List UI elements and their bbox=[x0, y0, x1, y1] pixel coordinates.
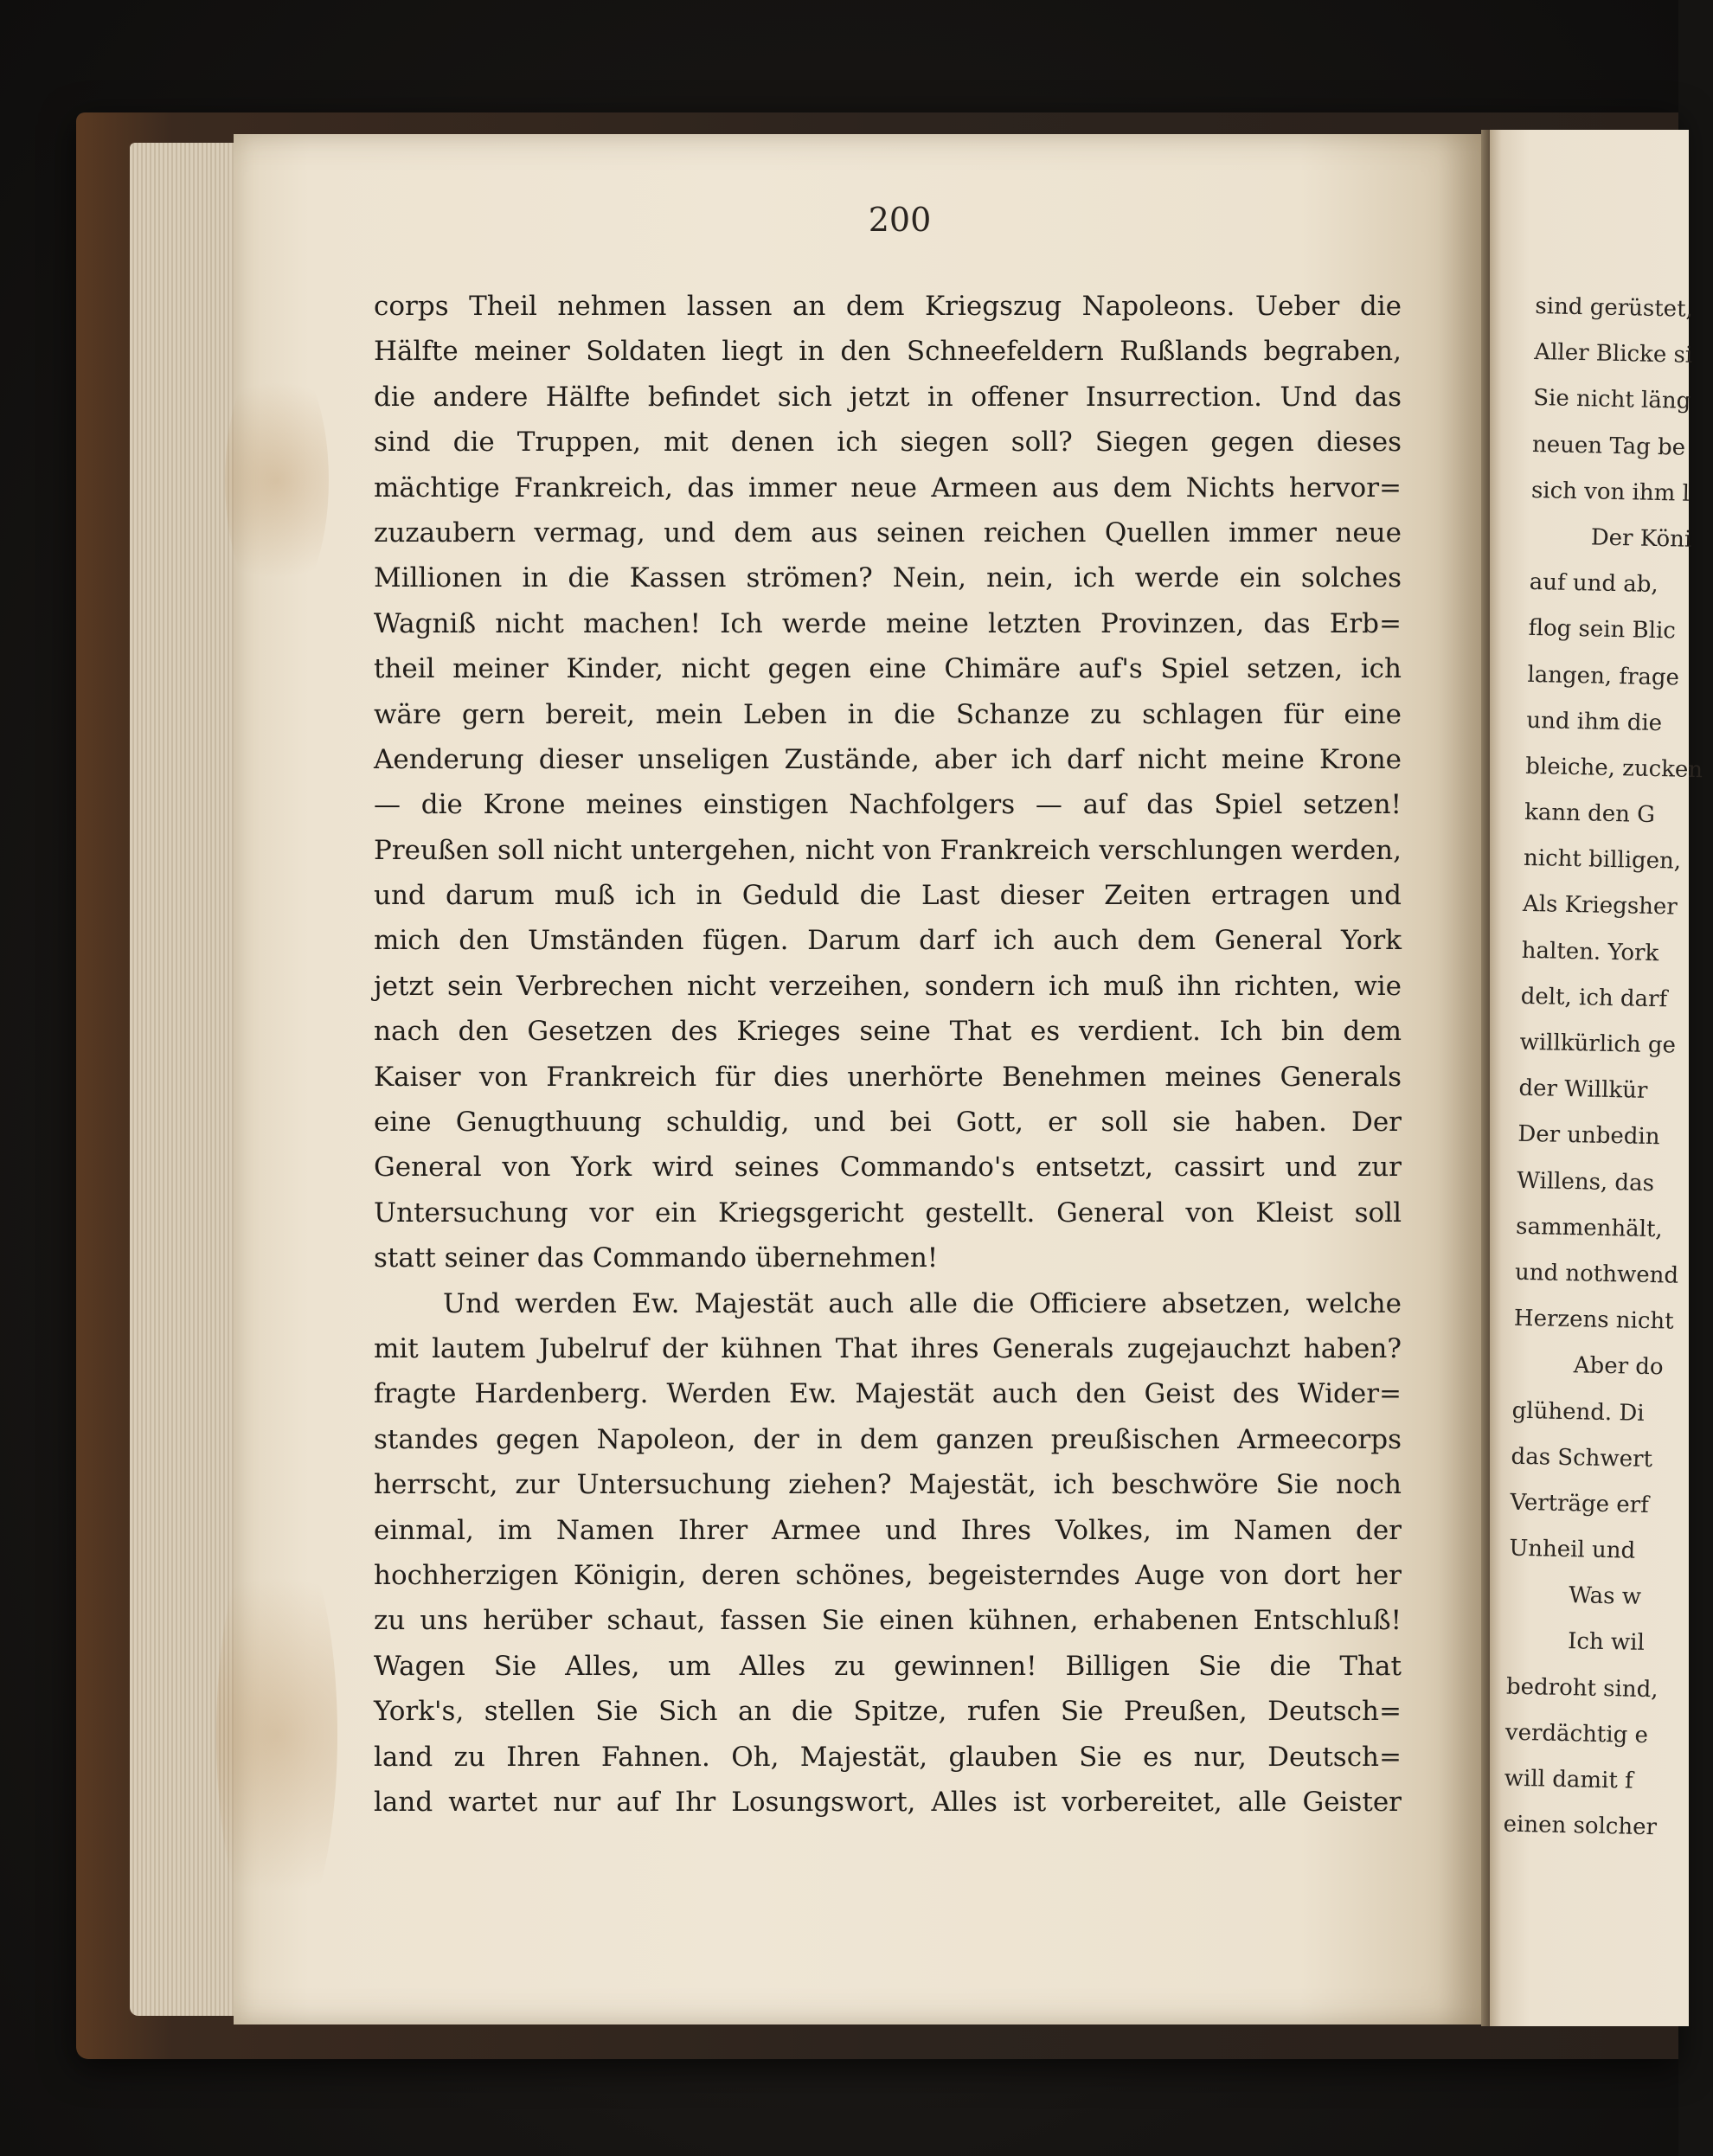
text-line: glühend. Di bbox=[1511, 1397, 1645, 1427]
text-line: das Schwert bbox=[1511, 1443, 1653, 1473]
paper-stain bbox=[216, 1518, 337, 1951]
text-line: bleiche, zucken bbox=[1525, 753, 1703, 784]
text-line: halten. York bbox=[1521, 937, 1659, 966]
text-line: Preußen soll nicht untergehen, nicht von Frankreich verschlungen werden, bbox=[374, 834, 1402, 866]
text-line: Aber do bbox=[1573, 1352, 1664, 1381]
text-line: Kaiser von Frankreich für dies unerhörte Benehmen meines Generals bbox=[374, 1061, 1402, 1093]
text-line: eine Genugthuung schuldig, und bei Gott, er soll sie haben. Der bbox=[374, 1107, 1402, 1139]
text-line: Aenderung dieser unseligen Zustände, aber ich darf nicht meine Krone bbox=[374, 743, 1402, 775]
text-line: wäre gern bereit, mein Leben in die Schanze zu schlagen für eine bbox=[374, 698, 1402, 730]
text-line: jetzt sein Verbrechen nicht verzeihen, sondern ich muß ihn richten, wie bbox=[374, 970, 1402, 1002]
text-line: theil meiner Kinder, nicht gegen eine Chimäre auf's Spiel setzen, ich bbox=[374, 653, 1402, 685]
text-line: und darum muß ich in Geduld die Last dieser Zeiten ertragen und bbox=[374, 880, 1402, 912]
text-line: zu uns herüber schaut, fassen Sie einen kühnen, erhabenen Entschluß! bbox=[374, 1605, 1402, 1637]
text-line: Willens, das bbox=[1516, 1167, 1655, 1197]
text-line: — die Krone meines einstigen Nachfolgers — auf das Spiel setzen! bbox=[374, 789, 1402, 821]
text-line: Herzens nicht bbox=[1513, 1305, 1674, 1335]
left-page-text bbox=[374, 284, 1402, 1825]
text-line: land zu Ihren Fahnen. Oh, Majestät, glauben Sie es nur, Deutsch= bbox=[374, 1741, 1402, 1773]
text-line: der Willkür bbox=[1518, 1075, 1648, 1105]
text-line: bedroht sind, bbox=[1505, 1673, 1658, 1703]
text-line: land wartet nur auf Ihr Losungswort, Alles ist vorbereitet, alle Geister bbox=[374, 1786, 1402, 1818]
text-line: auf und ab, bbox=[1529, 569, 1659, 599]
text-line: langen, frage bbox=[1527, 661, 1680, 691]
text-line: Millionen in die Kassen strömen? Nein, nein, ich werde ein solches bbox=[374, 562, 1402, 594]
text-line: Der unbedin bbox=[1517, 1121, 1660, 1151]
text-line: einmal, im Namen Ihrer Armee und Ihres Volkes, im Namen der bbox=[374, 1514, 1402, 1546]
text-line: York's, stellen Sie Sich an die Spitze, rufen Sie Preußen, Deutsch= bbox=[374, 1696, 1402, 1728]
text-line: General von York wird seines Commando's entsetzt, cassirt und zur bbox=[374, 1152, 1402, 1184]
text-line: corps Theil nehmen lassen an dem Kriegszug Napoleons. Ueber die bbox=[374, 291, 1402, 322]
text-line: zuzaubern vermag, und dem aus seinen reichen Quellen immer neue bbox=[374, 517, 1402, 549]
text-line: Der Köni bbox=[1590, 524, 1692, 553]
text-line: herrscht, zur Untersuchung ziehen? Majestät, ich beschwöre Sie noch bbox=[374, 1469, 1402, 1501]
text-line: einen solcher bbox=[1503, 1811, 1658, 1841]
page-number: 200 bbox=[868, 201, 932, 239]
text-line: Wagen Sie Alles, um Alles zu gewinnen! Billigen Sie die That bbox=[374, 1650, 1402, 1682]
text-line: sind gerüstet, bbox=[1535, 292, 1694, 323]
text-line: flog sein Blic bbox=[1528, 615, 1677, 645]
text-line: Untersuchung vor ein Kriegsgericht gestellt. General von Kleist soll bbox=[374, 1197, 1402, 1229]
text-line: Verträge erf bbox=[1510, 1489, 1650, 1518]
text-line: mit lautem Jubelruf der kühnen That ihres Generals zugejauchzt haben? bbox=[374, 1332, 1402, 1364]
text-line: sind die Truppen, mit denen ich siegen soll? Siegen gegen dieses bbox=[374, 427, 1402, 459]
text-line: statt seiner das Commando übernehmen! bbox=[374, 1242, 939, 1274]
text-line: Aller Blicke si bbox=[1534, 339, 1693, 369]
text-line: hochherzigen Königin, deren schönes, begeisterndes Auge von dort her bbox=[374, 1559, 1402, 1591]
text-line: Als Kriegsher bbox=[1522, 891, 1678, 921]
text-line: Wagniß nicht machen! Ich werde meine letzten Provinzen, das Erb= bbox=[374, 607, 1402, 639]
text-line: will damit f bbox=[1504, 1765, 1634, 1794]
text-line: kann den G bbox=[1524, 799, 1656, 829]
text-line: nicht billigen, bbox=[1523, 845, 1682, 875]
text-line: mich den Umständen fügen. Darum darf ich auch dem General York bbox=[374, 925, 1402, 957]
text-line: willkürlich ge bbox=[1519, 1029, 1677, 1059]
text-line: und ihm die bbox=[1526, 707, 1663, 736]
text-line: neuen Tag be bbox=[1531, 431, 1686, 461]
text-line: sich von ihm l bbox=[1530, 477, 1691, 507]
text-line: und nothwend bbox=[1514, 1259, 1679, 1289]
text-line: Was w bbox=[1568, 1582, 1642, 1611]
text-line: sammenhält, bbox=[1515, 1213, 1664, 1243]
text-line: delt, ich darf bbox=[1520, 983, 1668, 1013]
text-line: verdächtig e bbox=[1504, 1719, 1649, 1749]
text-line: Unheil und bbox=[1509, 1535, 1636, 1564]
text-line: die andere Hälfte befindet sich jetzt in offener Insurrection. Und das bbox=[374, 381, 1402, 413]
text-line: fragte Hardenberg. Werden Ew. Majestät auch den Geist des Wider= bbox=[374, 1378, 1402, 1410]
text-line: Sie nicht läng bbox=[1532, 385, 1691, 415]
paper-stain bbox=[225, 350, 329, 610]
text-line: nach den Gesetzen des Krieges seine That es verdient. Ich bin dem bbox=[374, 1016, 1402, 1048]
text-line: Hälfte meiner Soldaten liegt in den Schneefeldern Rußlands begraben, bbox=[374, 336, 1402, 368]
text-line: Ich wil bbox=[1567, 1628, 1646, 1657]
text-line: mächtige Frankreich, das immer neue Armeen aus dem Nichts hervor= bbox=[374, 472, 1402, 504]
text-line: Und werden Ew. Majestät auch alle die Officiere absetzen, welche bbox=[443, 1287, 1402, 1319]
text-line: standes gegen Napoleon, der in dem ganzen preußischen Armeecorps bbox=[374, 1423, 1402, 1455]
